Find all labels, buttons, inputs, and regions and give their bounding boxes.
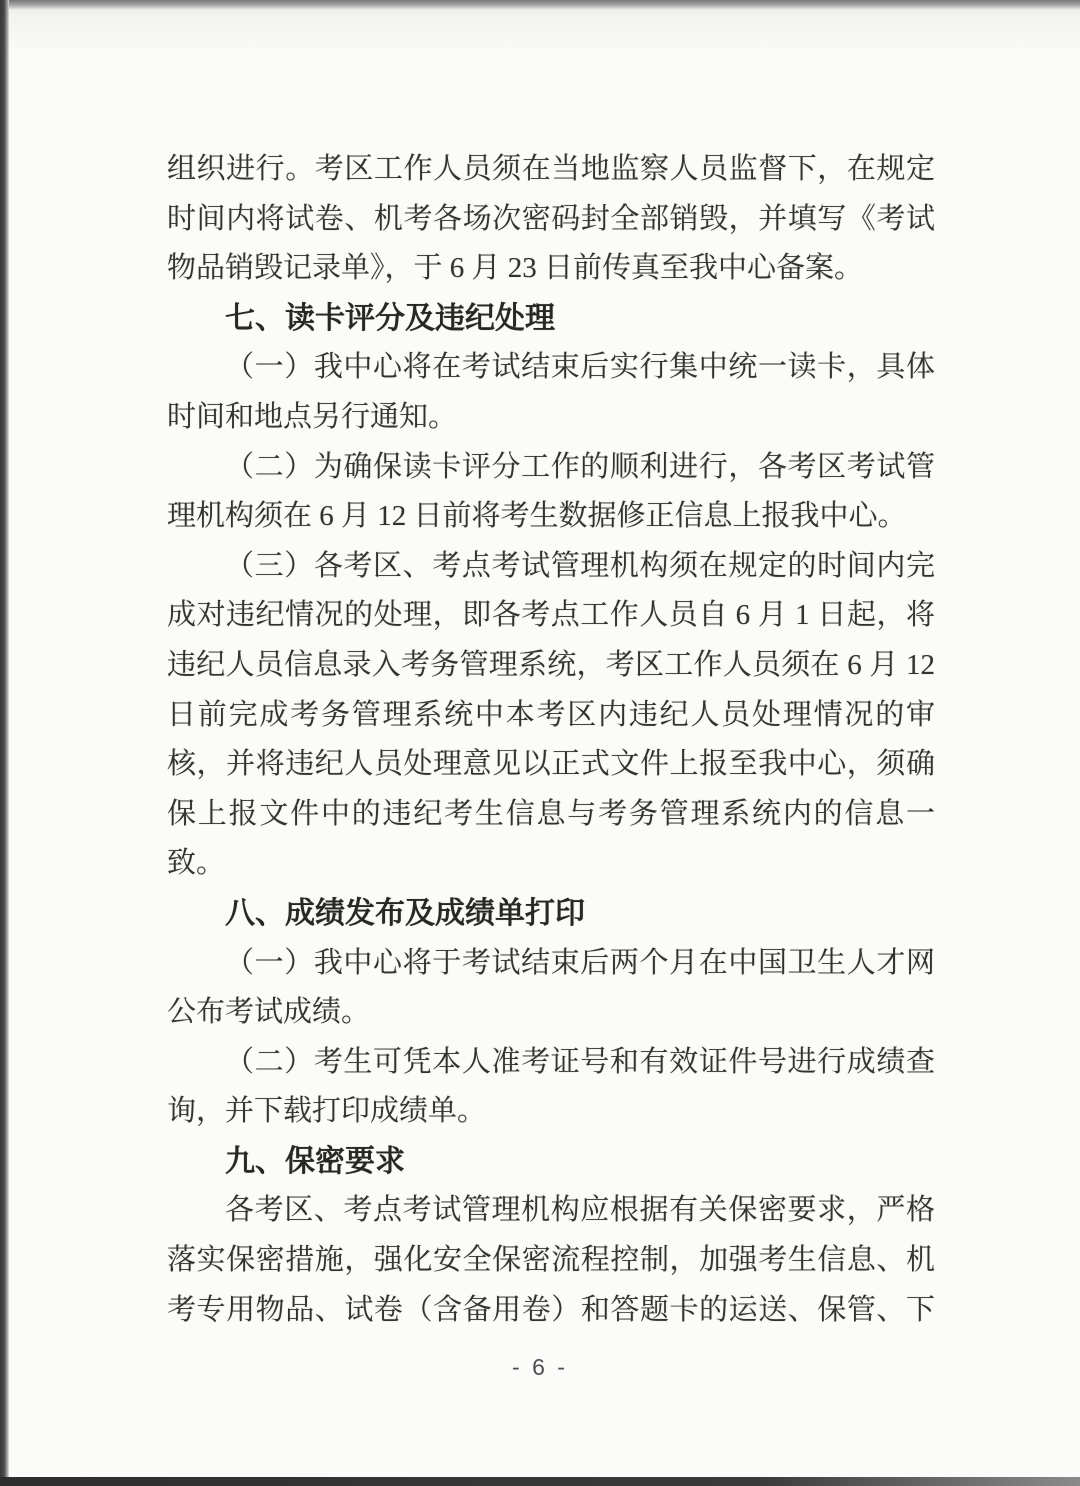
text-line: 保上报文件中的违纪考生信息与考务管理系统内的信息一 [167, 797, 935, 830]
text-line: 日前完成考务管理系统中本考区内违纪人员处理情况的审 [167, 698, 935, 731]
text-line: 公布考试成绩。 [167, 996, 371, 1029]
text-line: 组织进行。考区工作人员须在当地监察人员监督下，在规定 [167, 153, 935, 185]
text-line: 时间和地点另行通知。 [167, 400, 458, 433]
text-line: 理机构须在 6 月 12 日前将考生数据修正信息上报我中心。 [167, 500, 907, 533]
scan-edge-bottom [0, 1477, 1080, 1486]
text-line: （三）各考区、考点考试管理机构须在规定的时间内完 [225, 549, 935, 582]
text-line: （二）为确保读卡评分工作的顺利进行，各考区考试管 [225, 450, 935, 483]
page-number: - 6 - [512, 1354, 568, 1380]
text-line: （一）我中心将在考试结束后实行集中统一读卡，具体 [225, 351, 935, 384]
section-heading: 九、保密要求 [225, 1144, 405, 1178]
document-text-block [167, 145, 935, 1335]
text-line: 成对违纪情况的处理，即各考点工作人员自 6 月 1 日起，将 [167, 599, 935, 632]
text-line: 考专用物品、试卷（含备用卷）和答题卡的运送、保管、下 [167, 1293, 935, 1326]
section-heading: 八、成绩发布及成绩单打印 [225, 896, 585, 930]
text-line: 时间内将试卷、机考各场次密码封全部销毁，并填写《考试 [167, 202, 935, 235]
text-line: 各考区、考点考试管理机构应根据有关保密要求，严格 [225, 1194, 935, 1227]
text-line: （一）我中心将于考试结束后两个月在中国卫生人才网 [225, 946, 935, 979]
text-line: 落实保密措施，强化安全保密流程控制，加强考生信息、机 [167, 1244, 935, 1277]
text-line: 致。 [167, 847, 226, 880]
text-line: （二）考生可凭本人准考证号和有效证件号进行成绩查 [225, 1045, 935, 1078]
text-line: 违纪人员信息录入考务管理系统，考区工作人员须在 6 月 12 [167, 648, 935, 681]
text-line: 询，并下载打印成绩单。 [167, 1095, 487, 1128]
text-line: 物品销毁记录单》，于 6 月 23 日前传真至我中心备案。 [167, 252, 864, 285]
scan-edge-left [0, 0, 9, 1486]
section-heading: 七、读卡评分及违纪处理 [225, 301, 555, 335]
text-line: 核，并将违纪人员处理意见以正式文件上报至我中心，须确 [167, 748, 935, 781]
scan-edge-top [0, 0, 1080, 10]
